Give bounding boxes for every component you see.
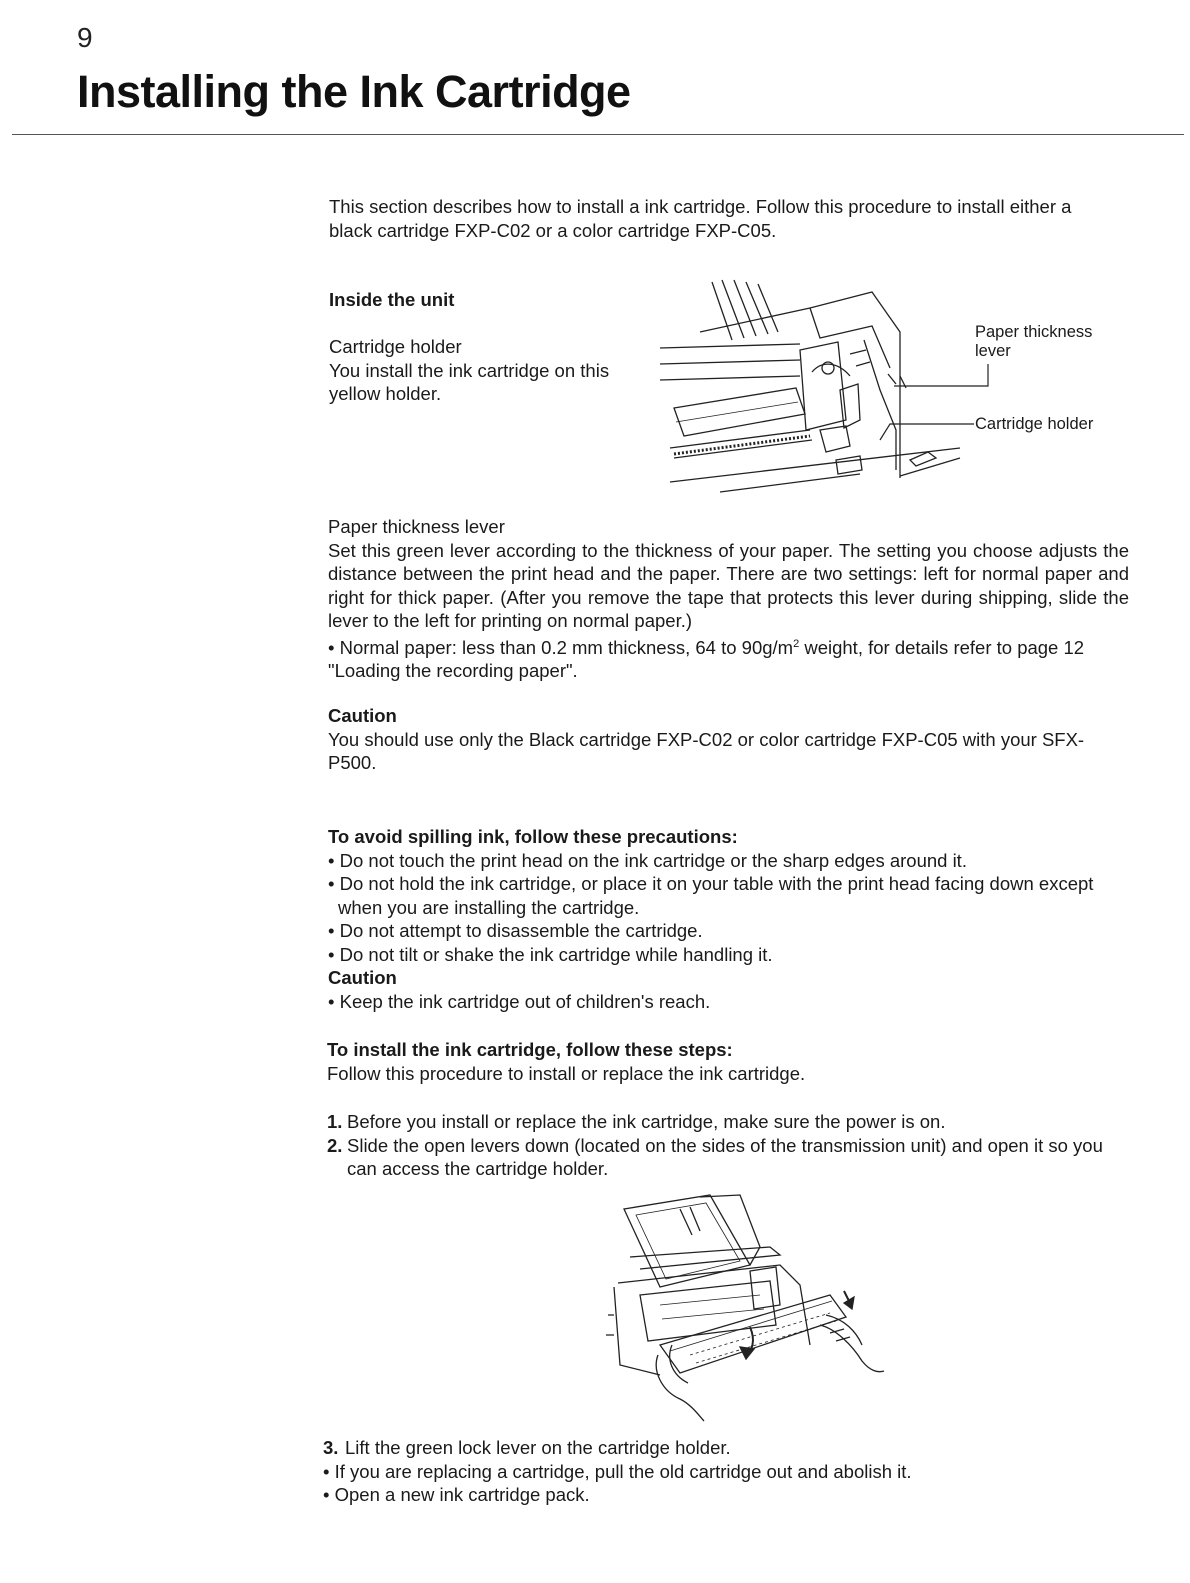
precautions-caution-heading: Caution [328, 967, 397, 988]
page-title: Installing the Ink Cartridge [77, 66, 631, 117]
precautions-caution-item: • Keep the ink cartridge out of children's reach. [328, 990, 711, 1012]
caution-heading: Caution [328, 705, 397, 726]
step-number: 1. [327, 1111, 343, 1132]
holder-text: You install the ink cartridge on this yellow holder. [329, 359, 610, 404]
precaution-item: • Do not hold the ink cartridge, or place it on your table with the print head facing down except when you are installing the cartridge. [328, 873, 1094, 918]
precaution-item: • Do not tilt or shake the ink cartridge while handling it. [328, 943, 773, 965]
install-section [327, 1038, 1127, 1085]
caution-section [328, 704, 1118, 775]
step-text: Before you install or replace the ink cartridge, make sure the power is on. [347, 1111, 946, 1132]
intro-paragraph: This section describes how to install a ink cartridge. Follow this procedure to install either a black cartridge FXP-C02 or a color cartridge FXP-C05. [329, 196, 1072, 241]
normal-paper-bullet [328, 633, 1129, 683]
unit-superscript: 2 [793, 637, 800, 650]
normal-paper-bullet-a: • Normal paper: less than 0.2 mm thickness, 64 to 90g/m [328, 636, 794, 658]
step-3-section [323, 1436, 1123, 1507]
precaution-item: • Do not touch the print head on the ink cartridge or the sharp edges around it. [328, 849, 967, 871]
inside-block [329, 335, 639, 406]
label-paper-thickness-lever: Paper thickness lever [975, 323, 1093, 360]
step-number: 3. [323, 1437, 339, 1458]
step-item [323, 1436, 1123, 1460]
lever-text: Set this green lever according to the thickness of your paper. The setting you choose adjusts the distance between the print head and the paper. There are two settings: left for normal paper and right for thick paper. (After you remove the tape that protects this lever during shipping, slide the lever to the left for printing on normal paper.) [328, 539, 1129, 631]
lever-section [328, 515, 1129, 683]
step-text: Lift the green lock lever on the cartridge holder. [345, 1437, 731, 1458]
callout-lines [880, 340, 990, 450]
lever-title: Paper thickness lever [328, 516, 505, 537]
install-intro: Follow this procedure to install or replace the ink cartridge. [327, 1062, 806, 1084]
open-unit-illustration [600, 1195, 890, 1420]
inside-heading: Inside the unit [329, 289, 455, 310]
step-item [327, 1110, 1127, 1134]
caution-text: You should use only the Black cartridge FXP-C02 or color cartridge FXP-C05 with your SFX-P500. [328, 728, 1085, 773]
step-number: 2. [327, 1134, 343, 1156]
step-item [327, 1134, 1127, 1181]
install-heading: To install the ink cartridge, follow these steps: [327, 1039, 733, 1060]
holder-title: Cartridge holder [329, 336, 462, 357]
precaution-item: • Do not attempt to disassemble the cartridge. [328, 920, 703, 941]
normal-paper-bullet-b: weight, for details refer to page 12 "Loading the recording paper". [328, 636, 1085, 682]
label-cartridge-holder: Cartridge holder [975, 415, 1094, 433]
page-number: 9 [77, 22, 93, 53]
precautions-section [328, 825, 1098, 1013]
after-step-bullet: • Open a new ink cartridge pack. [323, 1484, 590, 1505]
after-step-bullet: • If you are replacing a cartridge, pull the old cartridge out and abolish it. [323, 1460, 912, 1482]
precautions-heading: To avoid spilling ink, follow these precautions: [328, 826, 738, 847]
steps-list [327, 1110, 1127, 1181]
title-rule [12, 134, 1184, 135]
step-text: Slide the open levers down (located on the sides of the transmission unit) and open it so you can access the cartridge holder. [347, 1134, 1103, 1179]
